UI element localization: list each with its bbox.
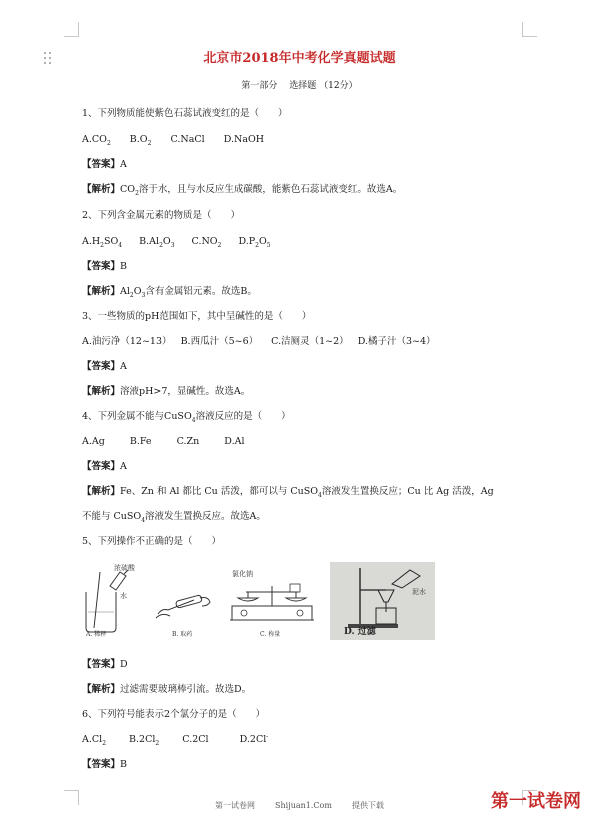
question-1-options (82, 133, 264, 146)
figure-c-weighing: 氯化钠 C. 称量 (220, 562, 324, 640)
figure-b-take-reagent: B. 取药 (152, 562, 216, 640)
option-d: D.Al (224, 436, 245, 447)
question-1-analysis: 【解析】$CO_2$溶于水，且与水反应生成碳酸，能紫色石蕊试液变红。故选A。 (82, 184, 403, 197)
option-a: $A.CO_2$ (82, 134, 111, 147)
option-d: $D.P_2O_5$ (238, 236, 271, 249)
question-3-options (82, 335, 436, 348)
question-5-answer: 【答案】D (82, 659, 128, 670)
option-c: C.2Cl (182, 734, 209, 745)
section-heading: 第一部分 选择题 （12分） (241, 81, 358, 91)
question-5-stem: 5、下列操作不正确的是（ ） (82, 536, 222, 547)
option-c: C.洁厕灵（1~2） (271, 336, 349, 347)
question-1-stem: 1、下列物质能使紫色石蕊试液变红的是（ ） (82, 108, 288, 119)
figure-d-filtration: 泥水 D. 过滤 (330, 562, 435, 640)
option-c: $C.NO_2$ (191, 236, 222, 249)
option-b: B.Fe (129, 436, 152, 447)
question-6-answer: 【答案】B (82, 759, 127, 770)
question-4-analysis-line-2: 不能与 CuSO$_4$溶液发生置换反应。故选A。 (82, 511, 266, 524)
question-4-stem: 4、下列金属不能与CuSO$_4$溶液反应的是（ ） (82, 411, 291, 424)
question-4-analysis-line-1: 【解析】Fe、Zn 和 Al 都比 Cu 活泼，都可以与 CuSO$_4$溶液发生置换反应；Cu 比 Ag 活泼，Ag (82, 486, 494, 499)
option-b: $B.Al_2O_3$ (139, 236, 175, 249)
question-2-options (82, 235, 271, 248)
question-6-stem: 6、下列符号能表示2个氯分子的是（ ） (82, 709, 266, 720)
question-2-analysis: 【解析】$Al_2O_3$含有金属铝元素。故选B。 (82, 286, 257, 299)
question-4-options (82, 435, 245, 448)
question-5-analysis: 【解析】过滤需要玻璃棒引流。故选D。 (82, 684, 252, 695)
option-c: C.NaCl (170, 134, 205, 145)
question-3-answer: 【答案】A (82, 361, 127, 372)
option-d: D.橘子汁（3~4） (357, 336, 436, 347)
option-a: $A.Cl_2$ (82, 734, 107, 747)
question-3-stem: 3、一些物质的pH范围如下，其中呈碱性的是（ ） (82, 311, 312, 322)
question-2-answer: 【答案】B (82, 261, 127, 272)
option-d: D.NaOH (223, 134, 265, 145)
question-6-options (82, 733, 268, 746)
footer-site-url[interactable]: Shijuan1.Com (275, 801, 332, 810)
corner-mark-icon (64, 22, 79, 37)
option-a: A.油污净（12~13） (82, 336, 172, 347)
option-c: C.Zn (176, 436, 200, 447)
question-5-figures (80, 562, 435, 640)
question-4-answer: 【答案】A (82, 461, 127, 472)
option-a: A.Ag (82, 436, 105, 447)
option-d: D.2Cl- (239, 732, 269, 745)
brand-logo-text: 第一试卷网 (491, 791, 581, 812)
option-a: $A.H_2SO_4$ (82, 236, 123, 249)
question-2-stem: 2、下列含金属元素的物质是（ ） (82, 210, 241, 221)
footer-download-text: 提供下载 (351, 801, 384, 810)
option-b: B.西瓜汁（5~6） (180, 336, 259, 347)
corner-mark-icon (522, 22, 537, 37)
option-b: $B.2Cl_2$ (129, 734, 160, 747)
question-3-analysis: 【解析】溶液pH>7，显碱性。故选A。 (82, 386, 251, 397)
page-title: 北京市2018年中考化学真题试题 (203, 51, 396, 66)
footer-site-name: 第一试卷网 (215, 801, 256, 810)
question-1-answer: 【答案】A (82, 159, 127, 170)
option-b: $B.O_2$ (129, 134, 152, 147)
figure-a-dilution: 浓硫酸 水 A. 稀释 (86, 564, 135, 638)
